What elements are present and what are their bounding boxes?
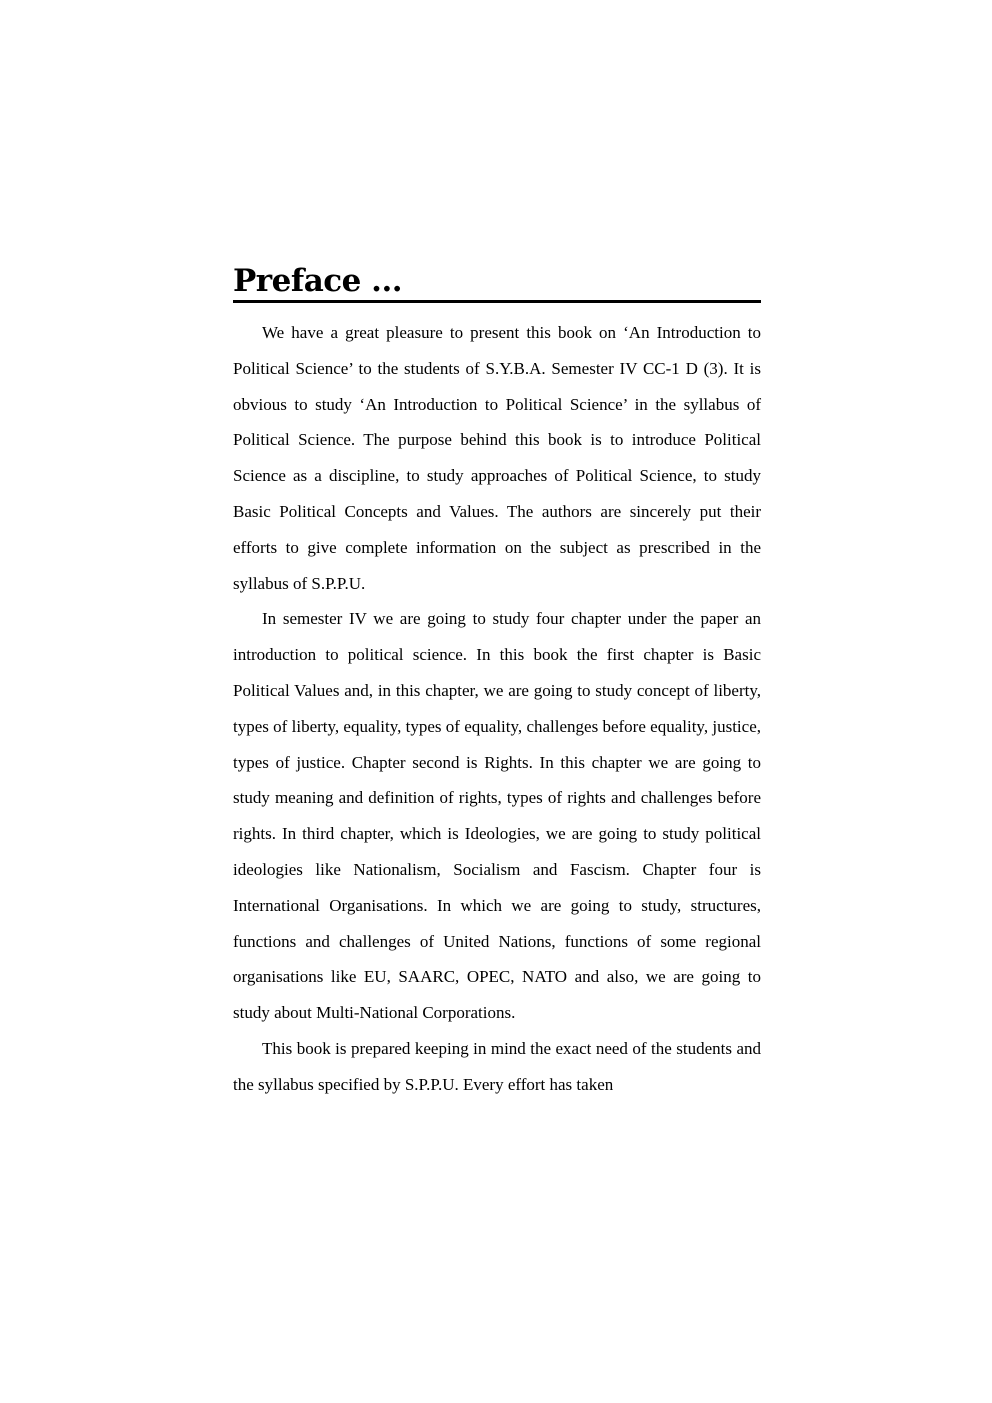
preface-page (233, 262, 761, 1103)
paragraph-2: In semester IV we are going to study four chapter under the paper an introduction to political science. In this book the first chapter is Basic Political Values and, in this chapter, we are going to study concept of liberty, types of liberty, equality, types of equality, challenges before equality, justice, types of justice. Chapter second is Rights. In this chapter we are going to study meaning and definition of rights, types of rights and challenges before rights. In third chapter, which is Ideologies, we are going to study political ideologies like Nationalism, Socialism and Fascism. Chapter four is International Organisations. In which we are going to study, structures, functions and challenges of United Nations, functions of some regional organisations like EU, SAARC, OPEC, NATO and also, we are going to study about Multi-National Corporations. (233, 609, 761, 1023)
page-title: Preface ... (233, 263, 403, 299)
paragraph-3: This book is prepared keeping in mind the exact need of the students and the syllabus specified by S.P.P.U. Every effort has taken (233, 1038, 761, 1094)
paragraph-1: We have a great pleasure to present this book on ‘An Introduction to Political Science’ to the students of S.Y.B.A. Semester IV CC-1 D (3). It is obvious to study ‘An Introduction to Political Science’ in the syllabus of Political Science. The purpose behind this book is to introduce Political Science as a discipline, to study approaches of Political Science, to study Basic Political Concepts and Values. The authors are sincerely put their efforts to give complete information on the subject as prescribed in the syllabus of S.P.P.U. (233, 323, 761, 593)
preface-body (233, 315, 761, 1103)
heading-underline (233, 300, 761, 303)
